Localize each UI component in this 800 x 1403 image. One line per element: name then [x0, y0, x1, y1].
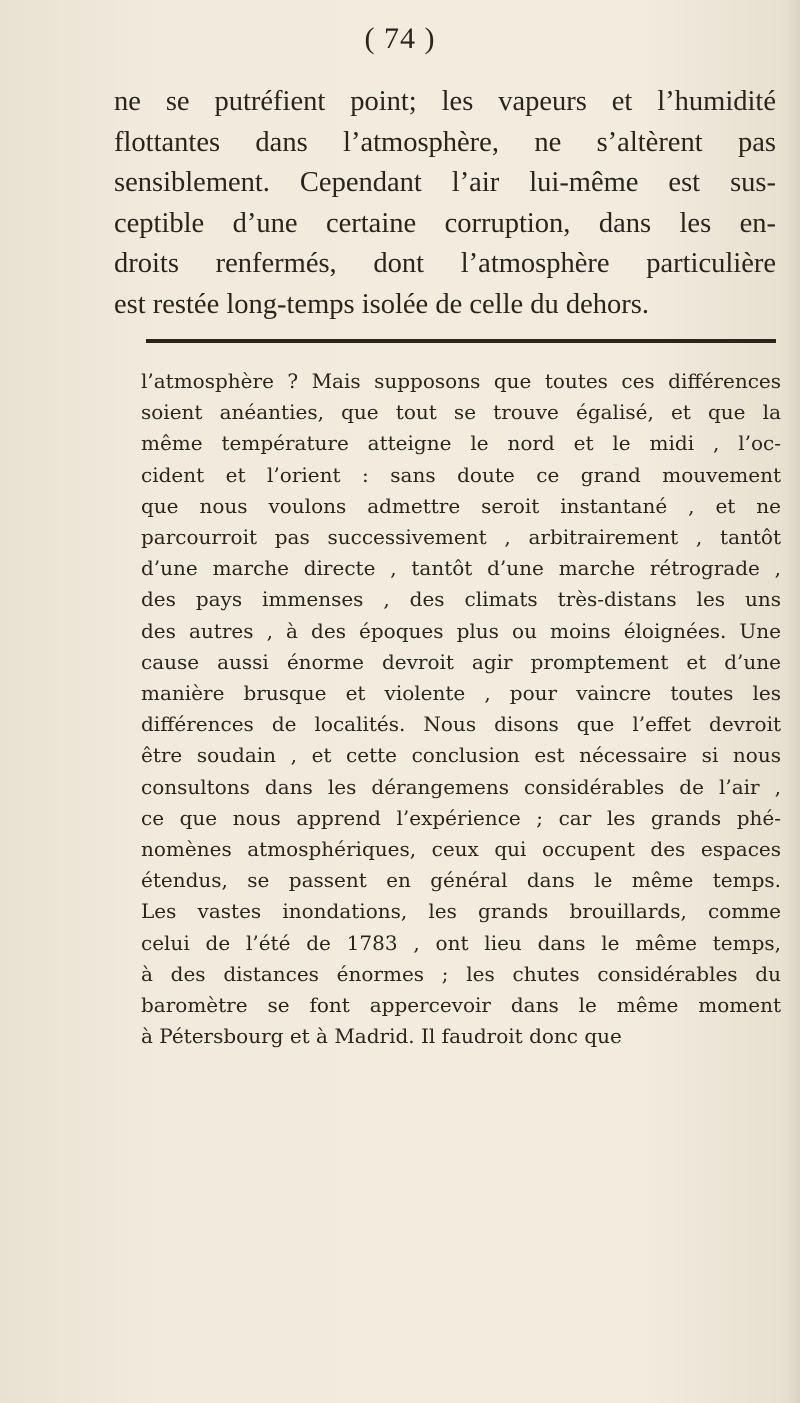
- lower-line: d’une marche directe , tantôt d’une marche rétrograde ,: [141, 556, 781, 581]
- upper-line: sensiblement. Cependant l’air lui-même est sus-: [114, 167, 776, 198]
- lower-line: différences de localités. Nous disons que l’effet devroit: [141, 712, 781, 737]
- lower-line: celui de l’été de 1783 , ont lieu dans le même temps,: [141, 930, 781, 955]
- lower-line: baromètre se font appercevoir dans le même moment: [141, 993, 781, 1018]
- lower-line: manière brusque et violente , pour vaincre toutes les: [141, 681, 781, 706]
- page-number: ( 74 ): [364, 22, 436, 55]
- lower-line: des pays immenses , des climats très-distans les uns: [141, 587, 781, 612]
- lower-passage: [141, 366, 781, 1052]
- upper-line: flottantes dans l’atmosphère, ne s’altèrent pas: [114, 126, 776, 158]
- lower-line: des autres , à des époques plus ou moins éloignées. Une: [141, 618, 781, 643]
- lower-line: Les vastes inondations, les grands brouillards, comme: [141, 899, 781, 924]
- upper-line: ceptible d’une certaine corruption, dans les en-: [114, 207, 776, 239]
- lower-line: nomènes atmosphériques, ceux qui occupent des espaces: [141, 837, 781, 862]
- lower-line: être soudain , et cette conclusion est nécessaire si nous: [141, 743, 781, 768]
- upper-passage: [114, 82, 776, 325]
- horizontal-rule: [146, 339, 776, 343]
- lower-line: étendus, se passent en général dans le même temps.: [141, 868, 781, 893]
- lower-line: à Pétersbourg et à Madrid. Il faudroit donc que: [141, 1024, 622, 1049]
- lower-line: à des distances énormes ; les chutes considérables du: [141, 961, 781, 986]
- lower-line: soient anéanties, que tout se trouve égalisé, et que la: [141, 400, 781, 425]
- lower-line: cident et l’orient : sans doute ce grand mouvement: [141, 462, 781, 487]
- lower-line: que nous voulons admettre seroit instantané , et ne: [141, 493, 781, 518]
- lower-line: ce que nous apprend l’expérience ; car les grands phé-: [141, 805, 781, 830]
- lower-line: consultons dans les dérangemens considérables de l’air ,: [141, 774, 781, 799]
- page-edge-shadow: [786, 0, 800, 1403]
- upper-line: est restée long-temps isolée de celle du dehors.: [114, 288, 649, 320]
- lower-line: cause aussi énorme devroit agir promptement et d’une: [141, 649, 781, 674]
- lower-line: même température atteigne le nord et le midi , l’oc-: [141, 431, 781, 456]
- lower-line: l’atmosphère ? Mais supposons que toutes ces différences: [141, 369, 781, 393]
- lower-line: parcourroit pas successivement , arbitrairement , tantôt: [141, 525, 781, 550]
- upper-line: droits renfermés, dont l’atmosphère particulière: [114, 248, 776, 279]
- upper-line: ne se putréfient point; les vapeurs et l’humidité: [114, 86, 776, 117]
